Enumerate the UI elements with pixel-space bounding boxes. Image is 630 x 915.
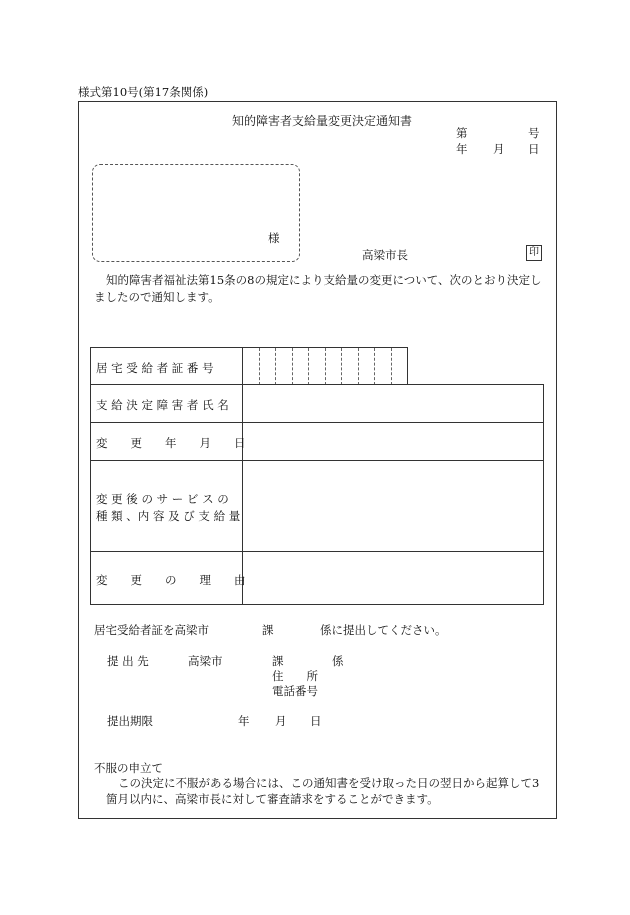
appeal-heading: 不服の申立て — [94, 761, 163, 775]
document-title: 知的障害者支給量変更決定通知書 — [232, 114, 413, 128]
submit-to-city: 高梁市 — [188, 654, 223, 668]
submit-note-ka: 課 — [262, 623, 274, 637]
issuer-name: 高梁市長 — [362, 248, 408, 262]
addressee-suffix: 様 — [268, 231, 280, 245]
submit-note-part2: 係に提出してください。 — [320, 623, 447, 637]
submit-to-label: 提 出 先 — [107, 654, 149, 668]
label-change-reason: 変 更 の 理 由 — [96, 573, 246, 587]
digit-separator — [308, 348, 309, 385]
notice-text: 知的障害者福祉法第15条の8の規定により支給量の変更について、次のとおり決定しましたので通知します。 — [94, 273, 542, 304]
digit-separator — [341, 348, 342, 385]
deadline-day: 日 — [310, 714, 322, 728]
seal-mark: 印 — [526, 245, 542, 261]
number-suffix: 号 — [528, 126, 540, 140]
digit-separator — [259, 348, 260, 385]
table-row-line — [90, 551, 544, 552]
label-service-after-line2: 種 類 、内 容 及 び 支 給 量 — [96, 509, 241, 523]
submit-to-address-label: 住 所 — [272, 669, 318, 683]
number-prefix: 第 — [456, 126, 468, 140]
digit-separator — [391, 348, 392, 385]
date-month: 月 — [493, 142, 505, 156]
digit-separator — [275, 348, 276, 385]
deadline-month: 月 — [275, 714, 287, 728]
date-year: 年 — [456, 142, 468, 156]
form-number: 様式第10号(第17条関係) — [78, 85, 209, 99]
label-change-date: 変 更 年 月 日 — [96, 436, 246, 450]
table-divider — [242, 347, 243, 385]
submit-to-kakari: 係 — [332, 654, 344, 668]
appeal-line2: 箇月以内に、高梁市長に対して審査請求をすることができます。 — [106, 792, 439, 806]
label-recipient-name: 支 給 決 定 障 害 者 氏 名 — [96, 398, 229, 412]
digit-separator — [325, 348, 326, 385]
submit-to-phone-label: 電話番号 — [272, 684, 318, 698]
label-certificate-number: 居 宅 受 給 者 証 番 号 — [96, 361, 214, 375]
label-service-after-line1: 変 更 後 の サ ー ビ ス の — [96, 492, 229, 506]
digit-separator — [358, 348, 359, 385]
table-row-line — [90, 460, 544, 461]
addressee-box — [92, 164, 300, 262]
submit-note-part1: 居宅受給者証を高梁市 — [94, 623, 209, 637]
digit-separator — [374, 348, 375, 385]
deadline-year: 年 — [238, 714, 250, 728]
submit-to-ka: 課 — [272, 654, 284, 668]
notice-body — [94, 272, 552, 306]
appeal-line1: この決定に不服がある場合には、この通知書を受け取った日の翌日から起算して3 — [118, 776, 540, 790]
digit-separator — [292, 348, 293, 385]
table-row-line — [90, 422, 544, 423]
deadline-label: 提出期限 — [107, 714, 153, 728]
date-day: 日 — [528, 142, 540, 156]
